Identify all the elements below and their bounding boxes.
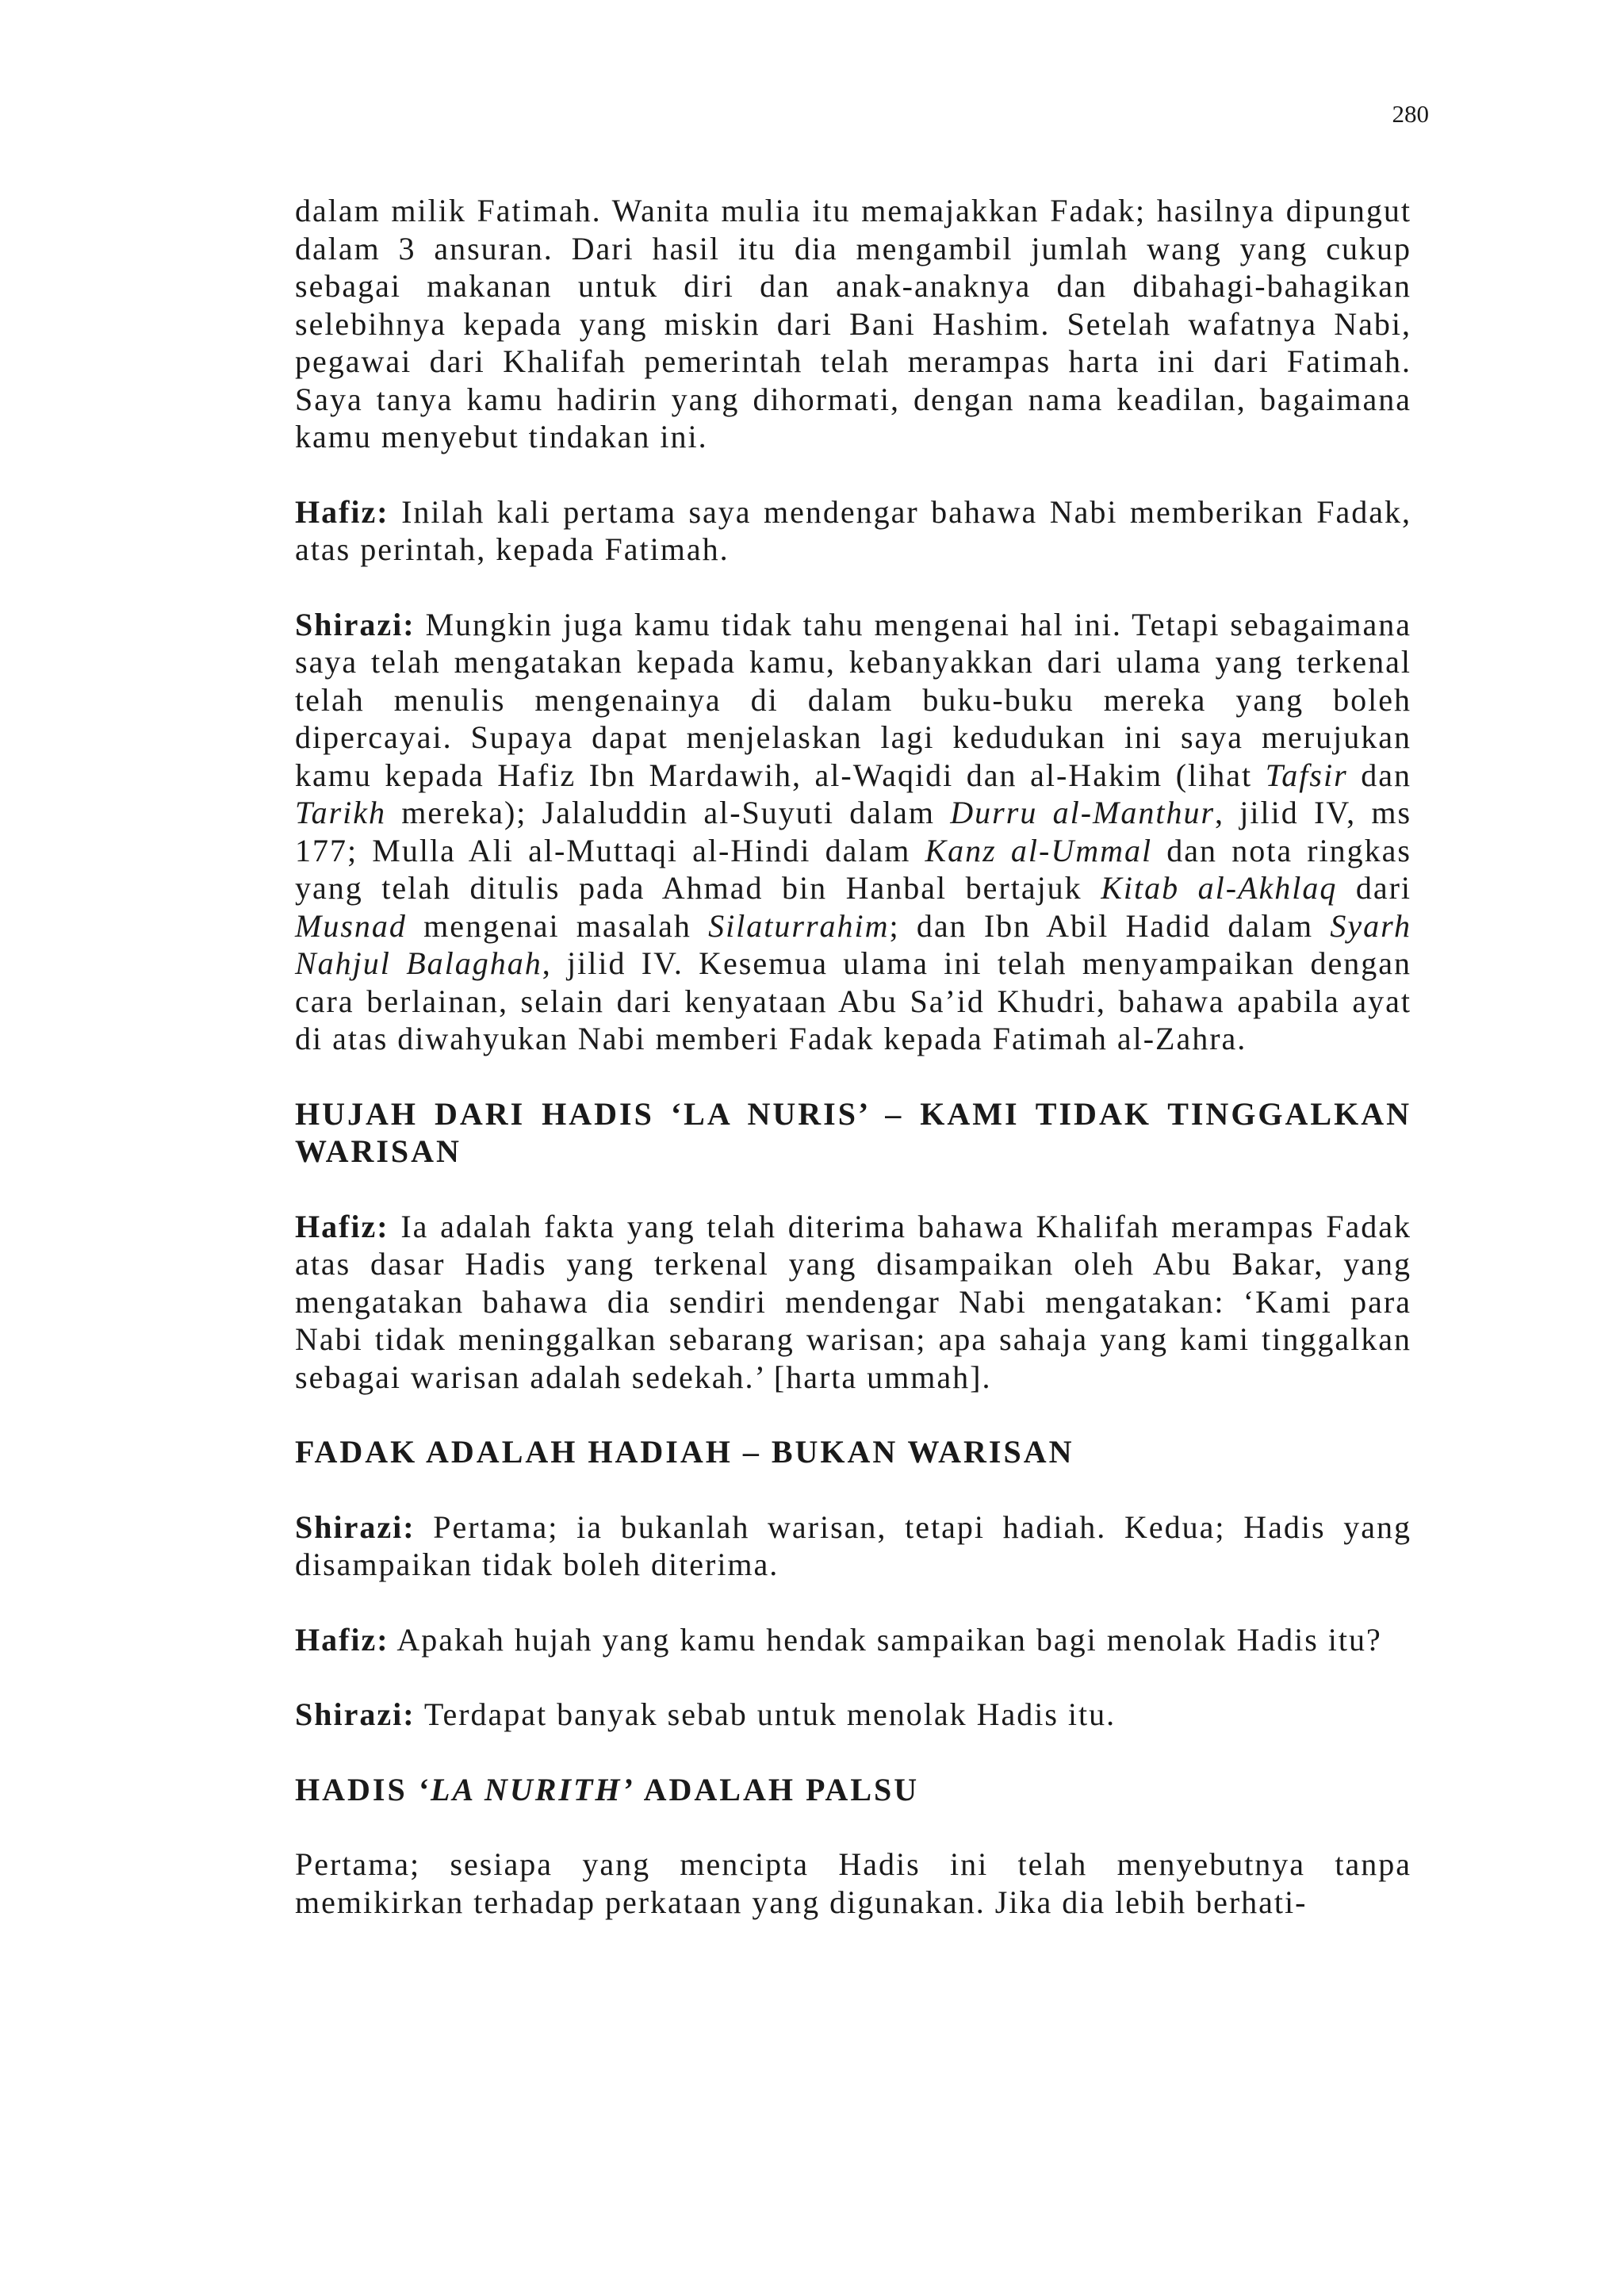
book-title: Kanz al-Ummal — [925, 832, 1153, 868]
book-title: Syarh Nahjul Balaghah — [295, 907, 1411, 981]
section-heading-fadak-gift: FADAK ADALAH HADIAH – BUKAN WARISAN — [295, 1434, 1074, 1470]
heading-text: HADIS — [295, 1771, 418, 1807]
speaker-label: Shirazi: — [295, 1696, 416, 1732]
paragraph-text: Ia adalah fakta yang telah diterima bahawa Khalifah merampas Fadak atas dasar Hadis yang terkenal yang disampaikan oleh Abu Bakar, yang mengatakan bahawa dia sendiri mendengar Nabi mengatakan: ‘Kami para Nabi tidak meninggalkan sebarang warisan; apa sahaja yang kami tinggalkan sebagai warisan adalah sedekah.’ [harta ummah]. — [295, 1208, 1411, 1395]
speaker-label: Hafiz: — [295, 1208, 389, 1244]
book-title: Musnad — [295, 907, 407, 944]
paragraph-text: Terdapat banyak sebab untuk menolak Hadis itu. — [415, 1696, 1116, 1732]
speaker-label: Shirazi: — [295, 606, 416, 642]
paragraph-text: dan — [1347, 757, 1411, 793]
paragraph-shirazi-gift — [295, 1508, 1411, 1584]
paragraph-hafiz-hadith-claim — [295, 1208, 1411, 1397]
paragraph-shirazi-references — [295, 606, 1411, 1058]
paragraph-text: ; dan Ibn Abil Hadid dalam — [889, 907, 1331, 944]
book-title: Kitab al-Akhlaq — [1101, 870, 1338, 906]
paragraph-text: dari — [1337, 870, 1412, 906]
section-heading-la-nurith-false — [295, 1771, 1411, 1809]
heading-italic-term: ‘LA NURITH’ — [417, 1771, 635, 1807]
book-title: Tafsir — [1265, 757, 1348, 793]
paragraph-text: mengenai masalah — [406, 907, 709, 944]
paragraph-text: Mungkin juga kamu tidak tahu mengenai hal ini. Tetapi sebagaimana saya telah mengatakan kepada kamu, kebanyakkan dari ulama yang terkenal telah menulis mengenainya di dalam buku-buku mereka yang boleh dipercayai. Supaya dapat menjelaskan lagi kedudukan ini saya merujukan kamu kepada Hafiz Ibn Mardawih, al-Waqidi dan al-Hakim (lihat — [295, 606, 1411, 793]
page-content — [295, 192, 1411, 1958]
heading-text: ADALAH PALSU — [634, 1771, 920, 1807]
book-title: Durru al-Manthur — [950, 795, 1216, 830]
speaker-label: Hafiz: — [295, 493, 389, 530]
paragraph-text: , jilid IV, ms 177; Mulla Ali al-Muttaqi al-Hindi dalam — [295, 795, 1412, 868]
page-number: 280 — [1392, 100, 1429, 128]
paragraph-text: , jilid IV. Kesemua ulama ini telah menyampaikan dengan cara berlainan, selain dari kenyataan Abu Sa’id Khudri, bahawa apabila ayat di atas diwahyukan Nabi memberi Fadak kepada Fatimah al-Zahra. — [295, 945, 1412, 1056]
paragraph-hafiz-first-hearing — [295, 493, 1411, 569]
section-heading-la-nuris: HUJAH DARI HADIS ‘LA NURIS’ – KAMI TIDAK TINGGALKAN WARISAN — [295, 1095, 1411, 1169]
paragraph-text: Inilah kali pertama saya mendengar bahawa Nabi memberikan Fadak, atas perintah, kepada Fatimah. — [295, 493, 1411, 567]
paragraph-text: Pertama; ia bukanlah warisan, tetapi hadiah. Kedua; Hadis yang disampaikan tidak boleh diterima. — [295, 1508, 1411, 1582]
paragraph-text: dan nota ringkas yang telah ditulis pada Ahmad bin Hanbal bertajuk — [295, 832, 1411, 906]
paragraph-text: mereka); Jalaluddin al-Suyuti dalam — [386, 795, 951, 830]
italic-term: Silaturrahim — [708, 907, 890, 944]
paragraph-hafiz-question — [295, 1621, 1411, 1659]
book-title: Tarikh — [295, 795, 387, 830]
paragraph-text: Apakah hujah yang kamu hendak sampaikan bagi menolak Hadis itu? — [389, 1621, 1382, 1658]
paragraph-first-reason: Pertama; sesiapa yang mencipta Hadis ini telah menyebutnya tanpa memikirkan terhadap perkataan yang digunakan. Jika dia lebih berhati- — [295, 1846, 1411, 1920]
paragraph-fadak-ownership: dalam milik Fatimah. Wanita mulia itu memajakkan Fadak; hasilnya dipungut dalam 3 ansuran. Dari hasil itu dia mengambil jumlah wang yang cukup sebagai makanan untuk diri dan anak-anaknya dan dibahagi-bahagikan selebihnya kepada yang miskin dari Bani Hashim. Setelah wafatnya Nabi, pegawai dari Khalifah pemerintah telah merampas harta ini dari Fatimah. Saya tanya kamu hadirin yang dihormati, dengan nama keadilan, bagaimana kamu menyebut tindakan ini. — [295, 193, 1411, 454]
speaker-label: Hafiz: — [295, 1621, 389, 1658]
speaker-label: Shirazi: — [295, 1508, 416, 1545]
paragraph-shirazi-reasons — [295, 1696, 1411, 1734]
